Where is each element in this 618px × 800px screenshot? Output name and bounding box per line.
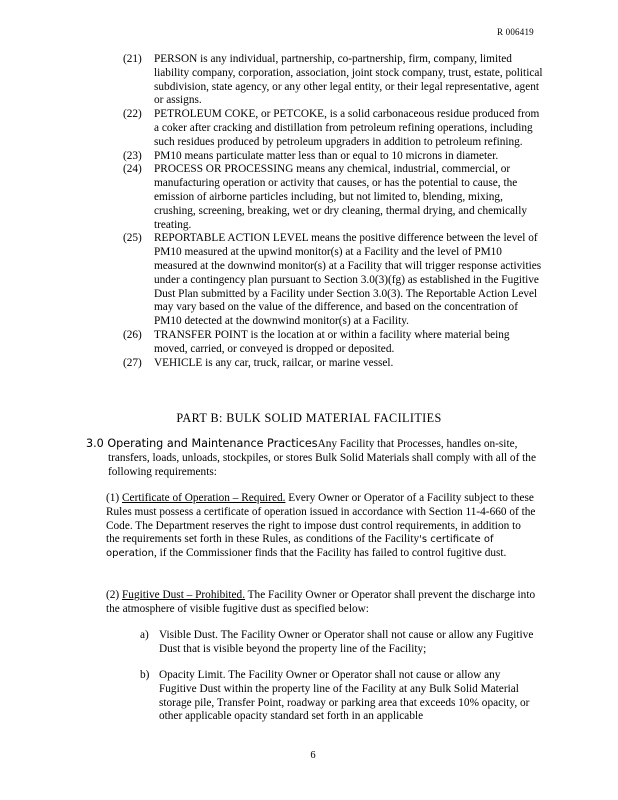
definition-number: (25) xyxy=(123,232,142,245)
definition-number: (24) xyxy=(123,163,142,176)
paragraph-1-label: (1) xyxy=(106,492,120,504)
definition-item xyxy=(123,53,543,108)
paragraph-2-text: The Facility Owner or Operator shall prevent the discharge into the atmosphere of visible fugitive dust as specified below: xyxy=(106,589,536,615)
paragraph-1-text-end: , if the Commissioner finds that the Facility has failed to control fugitive dust. xyxy=(154,547,507,560)
paragraph-1 xyxy=(106,492,536,561)
subparagraph-b xyxy=(140,669,536,724)
definition-item xyxy=(123,150,543,164)
definition-item xyxy=(123,357,543,371)
section-3-intro xyxy=(86,437,536,479)
definition-item xyxy=(123,232,543,329)
definition-number: (27) xyxy=(123,356,142,369)
definition-item xyxy=(123,163,543,232)
page-number: 6 xyxy=(310,750,316,761)
subparagraph-b-letter: b) xyxy=(140,669,150,681)
part-title: PART B: BULK SOLID MATERIAL FACILITIES xyxy=(176,411,442,425)
definition-number: (26) xyxy=(123,328,142,341)
bates-number: R 006419 xyxy=(497,27,534,37)
definition-number: (21) xyxy=(123,53,142,65)
definition-text: REPORTABLE ACTION LEVEL means the positive difference between the level of PM10 measured at the upwind monitor(s) at a Facility and the level of PM10 measured at the downwind monitor(s) at a Facility that will trigger response activities under a contingency plan pursuant to Section 3.0(3)(fg) as established in the Fugitive Dust Plan submitted by a Facility under Section 3.0(3). The Reportable Action Level may vary based on the value of the difference, and based on the concentration of PM10 detected at the downwind monitor(s) at a Facility. xyxy=(154,232,542,328)
section-3-intro-text: Any Facility that Processes, handles on-site, transfers, loads, unloads, stockpiles, or stores Bulk Solid Materials shall comply with all of the following requirements: xyxy=(108,438,536,478)
subparagraph-a-letter: a) xyxy=(140,629,149,641)
paragraph-2-title: Fugitive Dust – Prohibited. xyxy=(122,589,246,601)
definitions-list xyxy=(123,53,543,370)
definition-item xyxy=(123,108,543,149)
definition-text: VEHICLE is any car, truck, railcar, or marine vessel. xyxy=(154,356,394,369)
subparagraph-a-text: Visible Dust. The Facility Owner or Operator shall not cause or allow any Fugitive Dust that is visible beyond the property line of the Facility; xyxy=(159,629,534,655)
subparagraph-b-text: Opacity Limit. The Facility Owner or Operator shall not cause or allow any Fugitive Dust within the property line of the Facility at any Bulk Solid Material storage pile, Transfer Point, roadway or parking area that exceeds 10% opacity, or other applicable opacity standard set forth in an applicable xyxy=(159,669,530,723)
definition-text: TRANSFER POINT is the location at or within a facility where material being moved, carried, or conveyed is dropped or deposited. xyxy=(154,328,510,355)
definition-text: PERSON is any individual, partnership, co-partnership, firm, company, limited liability company, corporation, association, joint stock company, trust, estate, political subdivision, state agency, or any other legal entity, or their legal representative, agent or assigns. xyxy=(154,53,543,107)
paragraph-1-title: Certificate of Operation – Required. xyxy=(122,492,286,504)
paragraph-2 xyxy=(106,589,536,617)
section-3-paragraph xyxy=(86,437,536,479)
paragraph-1-text: Every Owner or Operator of a Facility subject to these Rules must possess a certificate of operation issued in accordance with Section 11-4-660 of the Code. The Department reserves the right to impose dust control requirements, in addition to the requirements set forth in these Rules, as conditions of the Facility xyxy=(106,492,536,546)
definition-number: (23) xyxy=(123,149,142,162)
paragraph-1-ocr-text: 's certificate of operation xyxy=(106,534,494,560)
paragraph-2-label: (2) xyxy=(106,589,120,601)
subparagraph-a xyxy=(140,629,536,657)
definition-number: (22) xyxy=(123,108,142,121)
definition-item xyxy=(123,329,543,357)
definition-text: PROCESS OR PROCESSING means any chemical, industrial, commercial, or manufacturing operation or activity that causes, or has the potential to cause, the emission of airborne particles including, but not limited to, blending, mixing, crushing, screening, breaking, wet or dry cleaning, thermal drying, and chemically treating. xyxy=(154,163,527,231)
definition-text: PETROLEUM COKE, or PETCOKE, is a solid carbonaceous residue produced from a coker after cracking and distillation from petroleum refining operations, including such residues produced by petroleum upgraders in addition to petroleum refining. xyxy=(154,108,540,148)
section-3-heading: 3.0 Operating and Maintenance Practices xyxy=(86,437,318,450)
definition-text: PM10 means particulate matter less than or equal to 10 microns in diameter. xyxy=(154,149,499,162)
